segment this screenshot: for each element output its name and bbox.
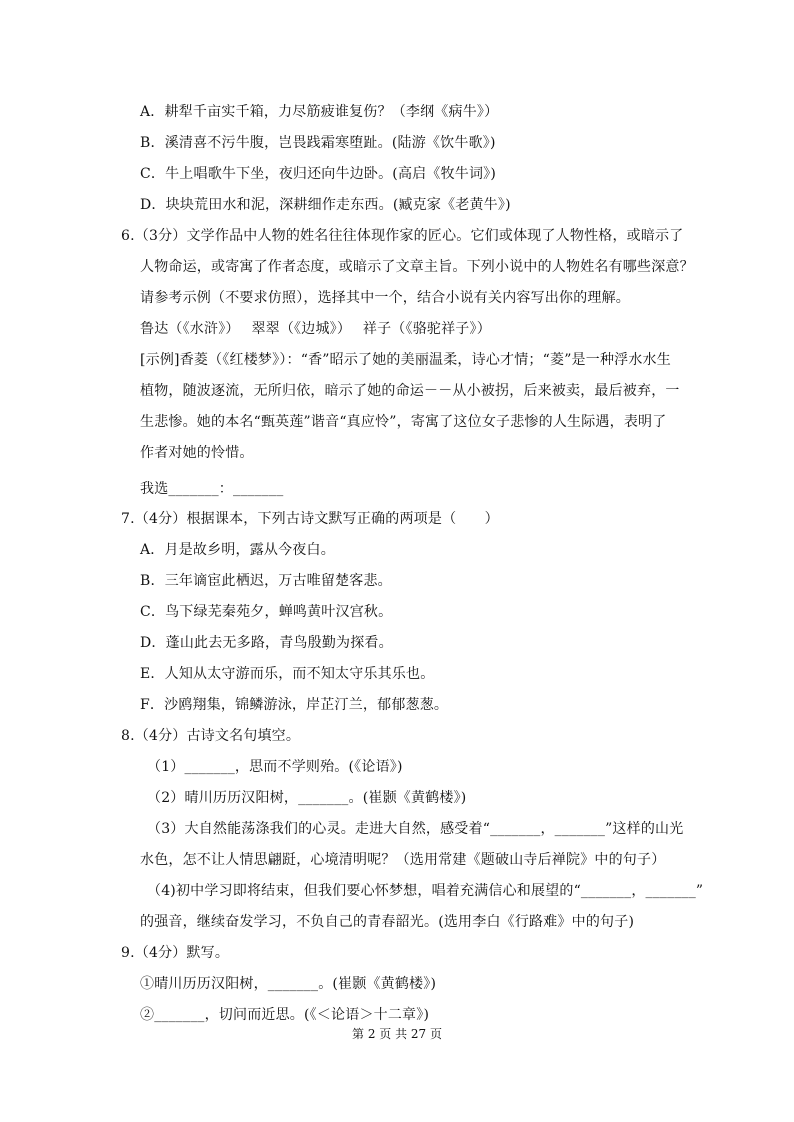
q8-item-3-cont: 水色，怎不让人情思翩跹，心境清明呢？（选用常建《题破山寺后禅院》中的句子） [140, 852, 666, 868]
q8-item-2: （2）晴川历历汉阳树，_______。(崔颢《黄鹤楼》) [147, 790, 467, 806]
q7-option-e: E．人知从太守游而乐，而不知太守乐其乐也。 [140, 666, 435, 682]
q6-example-line: 作者对她的怜惜。 [140, 445, 254, 461]
q8-item-1: （1）_______，思而不学则殆。(《论语》) [147, 759, 403, 775]
q5-option-a: A．耕犁千亩实千箱，力尽筋疲谁复伤？（李纲《病牛》） [140, 104, 499, 120]
q8-item-4-cont: 的强音，继续奋发学习，不负自己的青春韶光。(选用李白《行路难》中的句子) [140, 914, 635, 930]
q9-stem: 9.（4分）默写。 [121, 945, 230, 961]
q6-stem-line: 人物命运，或寄寓了作者态度，或暗示了文章主旨。下列小说中的人物姓名有哪些深意？ [140, 259, 694, 275]
q7-stem: 7.（4分）根据课本，下列古诗文默写正确的两项是（ ） [121, 511, 499, 527]
q7-option-c: C．鸟下绿芜秦苑夕，蝉鸣黄叶汉宫秋。 [140, 604, 393, 620]
q6-example-line: 植物，随波逐流，无所归依，暗示了她的命运－－从小被拐，后来被卖，最后被弃，一 [140, 383, 680, 399]
q9-item-2: ②_______，切问而近思。(《＜论语＞十二章》) [140, 1007, 430, 1023]
q6-example-line: 生悲惨。她的本名“甄英莲”谐音“真应怜”，寄寓了这位女子悲惨的人生际遇，表明了 [140, 414, 667, 430]
q7-option-d: D．蓬山此去无多路，青鸟殷勤为探看。 [140, 635, 393, 651]
q6-example-line: [示例]香菱（《红楼梦》）：“香”昭示了她的美丽温柔，诗心才情；“菱”是一种浮水水生 [140, 352, 671, 368]
q6-answer-blank: 我选_______：_______ [140, 481, 284, 497]
q5-option-d: D．块块荒田水和泥，深耕细作走东西。(臧克家《老黄牛》) [140, 197, 511, 213]
q7-option-b: B．三年谪宦此栖迟，万古唯留楚客悲。 [140, 573, 392, 589]
q6-stem-line: 6.（3分）文学作品中人物的姓名往往体现作家的匠心。它们或体现了人物性格，或暗示了 [121, 228, 684, 244]
q7-option-a: A．月是故乡明，露从今夜白。 [140, 542, 335, 558]
q6-character-list: 鲁达（《水浒》） 翠翠（《边城》） 祥子（《骆驼祥子》） [140, 321, 491, 337]
q8-item-3: （3）大自然能荡涤我们的心灵。走进大自然，感受着“_______，_______”这样的山光 [147, 821, 684, 837]
q9-item-1: ①晴川历历汉阳树，_______。(崔颢《黄鹤楼》) [140, 976, 437, 992]
q8-item-4: （4)初中学习即将结束，但我们要心怀梦想，唱着充满信心和展望的“_______，_______” [147, 883, 704, 899]
q7-option-f: F．沙鸥翔集，锦鳞游泳，岸芷汀兰，郁郁葱葱。 [140, 697, 449, 713]
q5-option-b: B．溪清喜不污牛腹，岂畏践霜寒堕趾。(陆游《饮牛歌》) [140, 135, 496, 151]
q8-stem: 8.（4分）古诗文名句填空。 [121, 728, 301, 744]
q6-stem-line: 请参考示例（不要求仿照），选择其中一个，结合小说有关内容写出你的理解。 [140, 290, 630, 306]
page-footer: 第 2 页 共 27 页 [352, 1027, 442, 1041]
q5-option-c: C．牛上唱歌牛下坐，夜归还向牛边卧。(高启《牧牛词》) [140, 166, 497, 182]
